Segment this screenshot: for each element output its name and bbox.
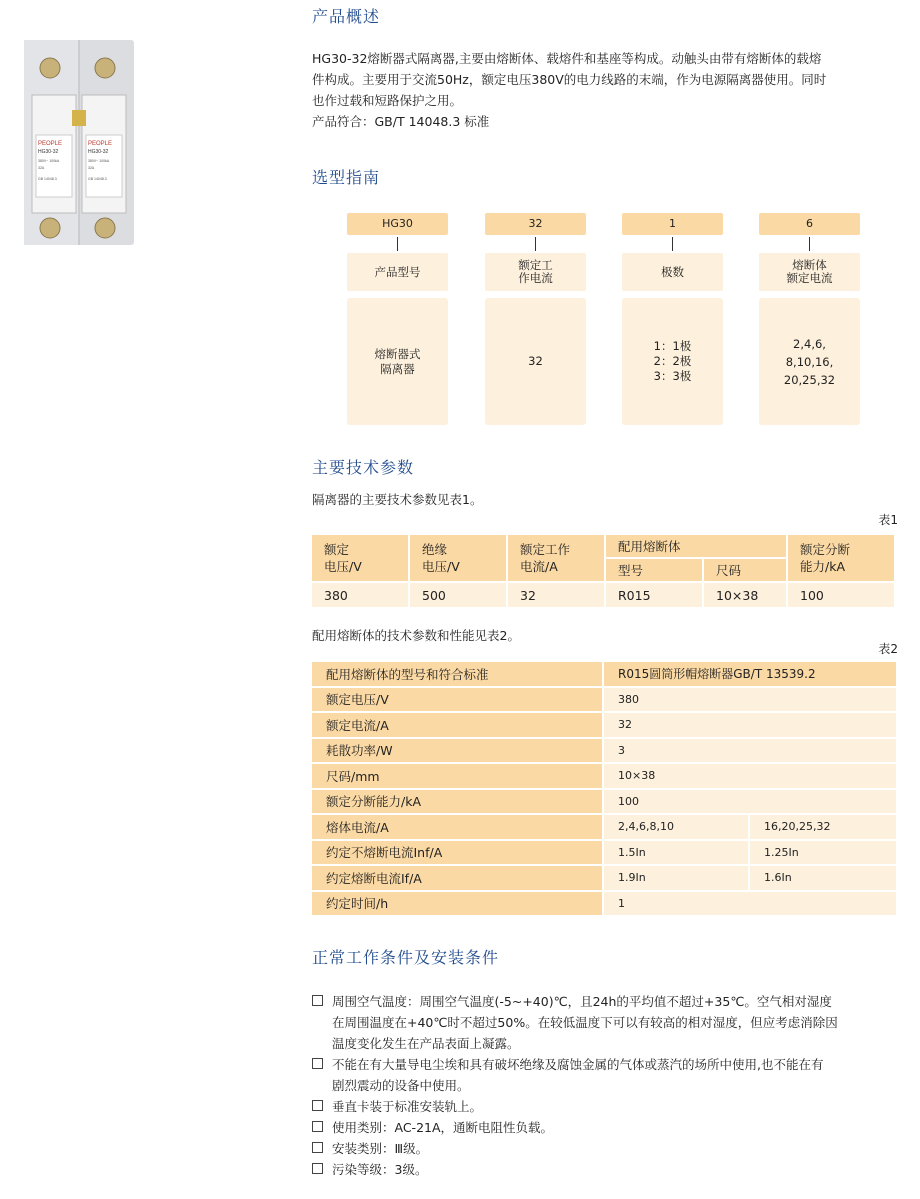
guide-desc-box	[759, 298, 860, 425]
guide-desc-box	[347, 298, 448, 425]
t1-header-breaking: 额定分断 能力/kA	[787, 535, 895, 582]
product-brand-label: PEOPLE	[88, 141, 113, 147]
tech-title: 主要技术参数	[312, 458, 415, 477]
t1-cell: 500	[409, 582, 507, 608]
table-2	[312, 662, 896, 917]
guide-name-box	[347, 253, 448, 291]
table-1	[312, 535, 896, 609]
condition-item	[312, 1117, 904, 1138]
product-model-label: HG30-32	[88, 149, 109, 155]
condition-text: 安装类别：Ⅲ级。	[332, 1141, 429, 1156]
t1-header-voltage: 额定 电压/V	[312, 535, 409, 582]
guide-code-box: 1	[622, 213, 723, 235]
condition-item	[312, 1159, 904, 1180]
product-current-label: 32A	[88, 166, 95, 170]
t1-cell: 10×38	[703, 582, 787, 608]
guide-code-box: HG30	[347, 213, 448, 235]
guide-title: 选型指南	[312, 168, 381, 187]
t2-row-label: 额定电流/A	[312, 712, 603, 738]
guide-desc-box	[485, 298, 586, 425]
conditions-title: 正常工作条件及安装条件	[312, 948, 500, 967]
t2-row-value: 3	[603, 738, 896, 764]
t1-cell: 32	[507, 582, 605, 608]
guide-code-box: 32	[485, 213, 586, 235]
t2-row-value: 10×38	[603, 763, 896, 789]
checkbox-icon	[312, 1142, 323, 1153]
condition-text: 温度变化发生在产品表面上凝露。	[332, 1036, 520, 1051]
t2-row-value: 1.9In	[603, 865, 749, 891]
condition-item	[312, 991, 904, 1054]
t2-head-label: 配用熔断体的型号和符合标准	[312, 662, 603, 687]
condition-item	[312, 1138, 904, 1159]
t2-row-label: 额定电压/V	[312, 687, 603, 713]
product-brand-label: PEOPLE	[38, 141, 63, 147]
product-rating-label: 380V~ 100kA	[38, 159, 60, 163]
condition-text: 污染等级：3级。	[332, 1162, 428, 1177]
t2-row-label: 尺码/mm	[312, 763, 603, 789]
checkbox-icon	[312, 1100, 323, 1111]
t1-header-fuse: 配用熔断体	[605, 535, 787, 558]
guide-connector	[809, 237, 810, 251]
checkbox-icon	[312, 995, 323, 1006]
t2-head-value: R015圆筒形帽熔断器GB/T 13539.2	[603, 662, 896, 687]
t2-row-value-2: 1.25In	[749, 840, 896, 866]
t1-header-current: 额定工作 电流/A	[507, 535, 605, 582]
guide-name-box	[759, 253, 860, 291]
t2-row-value-2: 1.6In	[749, 865, 896, 891]
product-current-label: 32A	[38, 166, 45, 170]
product-model-label: HG30-32	[38, 149, 59, 155]
overview-line: 产品符合：GB/T 14048.3 标准	[312, 114, 490, 129]
t1-cell: 100	[787, 582, 895, 608]
guide-name-label: 极数	[661, 264, 684, 279]
t1-header-size: 尺码	[703, 558, 787, 582]
t2-row-value: 1.5In	[603, 840, 749, 866]
t2-row-label: 耗散功率/W	[312, 738, 603, 764]
checkbox-icon	[312, 1058, 323, 1069]
overview-line: 件构成。主要用于交流50Hz，额定电压380V的电力线路的末端，作为电源隔离器使用。同时	[312, 72, 827, 87]
t2-row-value: 100	[603, 789, 896, 815]
guide-desc-label: 2,4,6, 8,10,16, 20,25,32	[783, 336, 836, 387]
guide-name-label: 熔断体 额定电流	[786, 258, 833, 285]
guide-name-label: 产品型号	[374, 264, 421, 279]
t2-row-value: 380	[603, 687, 896, 713]
condition-text: 垂直卡装于标准安装轨上。	[332, 1099, 483, 1114]
guide-name-box	[622, 253, 723, 291]
t2-row-label: 约定不熔断电流Inf/A	[312, 840, 603, 866]
condition-text: 周围空气温度：周围空气温度(-5~+40)℃，且24h的平均值不超过+35℃。空气相对湿度	[332, 994, 832, 1009]
t1-cell: 380	[312, 582, 409, 608]
product-standard-label: GB 14048.3	[38, 177, 57, 181]
t2-row-label: 熔体电流/A	[312, 814, 603, 840]
guide-name-box	[485, 253, 586, 291]
conditions-list	[312, 991, 904, 1180]
t1-cell: R015	[605, 582, 703, 608]
tech-intro-2: 配用熔断体的技术参数和性能见表2。	[312, 628, 520, 643]
guide-desc-label: 32	[528, 354, 543, 368]
guide-connector	[672, 237, 673, 251]
t2-row-value-2: 16,20,25,32	[749, 814, 896, 840]
t2-row-value: 32	[603, 712, 896, 738]
t1-header-insulation: 绝缘 电压/V	[409, 535, 507, 582]
table1-label: 表1	[878, 513, 898, 527]
t2-row-label: 约定熔断电流If/A	[312, 865, 603, 891]
tech-intro-1: 隔离器的主要技术参数见表1。	[312, 492, 483, 507]
guide-code-box: 6	[759, 213, 860, 235]
overview-title: 产品概述	[312, 7, 381, 26]
condition-text: 不能在有大量导电尘埃和具有破坏绝缘及腐蚀金属的气体或蒸汽的场所中使用,也不能在有	[332, 1057, 824, 1072]
product-rating-label: 380V~ 100kA	[88, 159, 110, 163]
overview-line: 也作过载和短路保护之用。	[312, 93, 463, 108]
t2-row-value: 1	[603, 891, 896, 917]
checkbox-icon	[312, 1121, 323, 1132]
guide-desc-box	[622, 298, 723, 425]
product-standard-label: GB 14048.3	[88, 177, 107, 181]
overview-text	[312, 48, 897, 132]
condition-item	[312, 1054, 904, 1096]
t1-header-model: 型号	[605, 558, 703, 582]
table2-label: 表2	[878, 642, 898, 656]
product-image	[20, 40, 138, 245]
t2-row-value: 2,4,6,8,10	[603, 814, 749, 840]
checkbox-icon	[312, 1163, 323, 1174]
guide-desc-label: 熔断器式 隔离器	[374, 346, 421, 376]
t2-row-label: 额定分断能力/kA	[312, 789, 603, 815]
guide-connector	[397, 237, 398, 251]
guide-connector	[535, 237, 536, 251]
condition-text: 使用类别：AC-21A，通断电阻性负载。	[332, 1120, 554, 1135]
t2-row-label: 约定时间/h	[312, 891, 603, 917]
guide-desc-label: 1：1极 2：2极 3：3极	[653, 339, 692, 383]
condition-text: 剧烈震动的设备中使用。	[332, 1078, 470, 1093]
condition-text: 在周围温度在+40℃时不超过50%。在较低温度下可以有较高的相对湿度，但应考虑消除因	[332, 1015, 838, 1030]
condition-item	[312, 1096, 904, 1117]
overview-line: HG30-32熔断器式隔离器,主要由熔断体、载熔件和基座等构成。动触头由带有熔断体的载熔	[312, 51, 822, 66]
guide-name-label: 额定工 作电流	[518, 258, 553, 285]
